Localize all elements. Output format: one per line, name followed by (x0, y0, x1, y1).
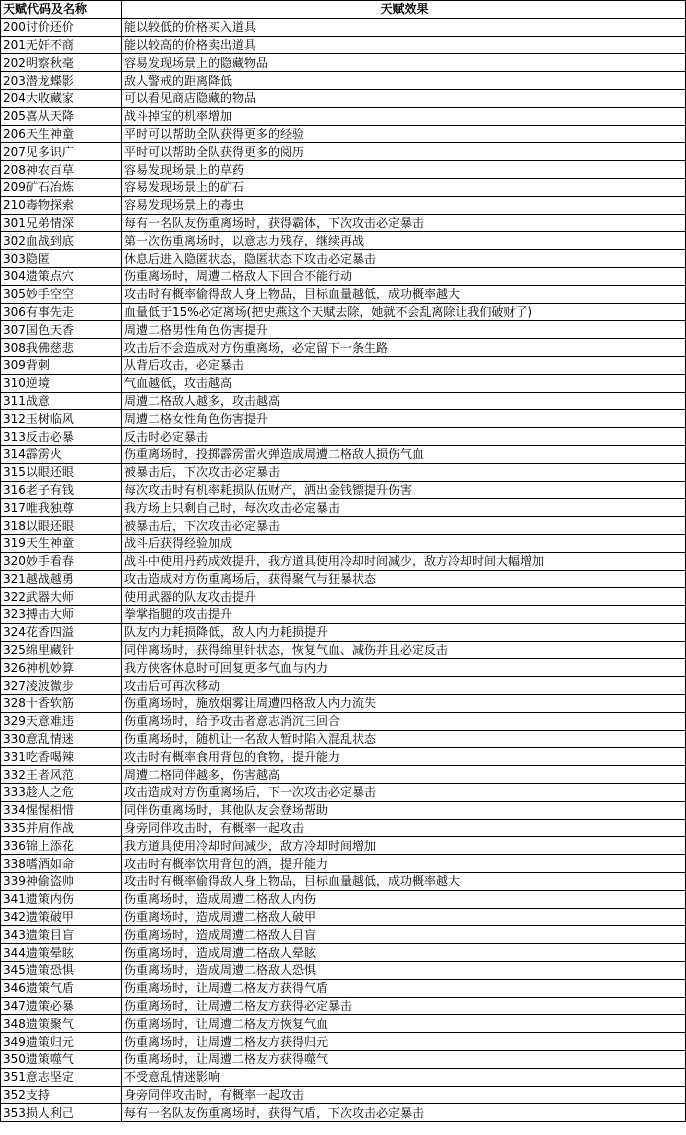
table-row (1, 641, 686, 659)
talent-code-name-cell: 349遗策归元 (1, 1033, 122, 1051)
talent-effect-cell: 伤重离场时，周遭二格敌人下回合不能行动 (122, 267, 686, 285)
table-row (1, 748, 686, 766)
table-row (1, 356, 686, 374)
talent-effect-cell: 不受意乱情迷影响 (122, 1068, 686, 1086)
talent-code-name-cell: 305妙手空空 (1, 285, 122, 303)
table-row (1, 232, 686, 250)
table-row (1, 712, 686, 730)
table-row (1, 214, 686, 232)
table-row (1, 890, 686, 908)
talent-code-name-cell: 301兄弟情深 (1, 214, 122, 232)
column-header-effect: 天赋效果 (122, 1, 686, 19)
column-header-code-name: 天赋代码及名称 (1, 1, 122, 19)
table-row (1, 481, 686, 499)
table-row (1, 1086, 686, 1104)
talent-effect-cell: 周遭二格男性角色伤害提升 (122, 321, 686, 339)
talent-effect-cell: 能以较高的价格卖出道具 (122, 36, 686, 54)
talent-effect-cell: 伤重离场时，随机让一名敌人暂时陷入混乱状态 (122, 730, 686, 748)
table-row (1, 606, 686, 624)
talent-code-name-cell: 343遗策目盲 (1, 926, 122, 944)
talent-code-name-cell: 345遗策恐惧 (1, 962, 122, 980)
table-row (1, 18, 686, 36)
table-row (1, 784, 686, 802)
talent-code-name-cell: 302血战到底 (1, 232, 122, 250)
table-row (1, 321, 686, 339)
table-row (1, 196, 686, 214)
talent-code-name-cell: 329天意难违 (1, 712, 122, 730)
talent-code-name-cell: 209矿石冶炼 (1, 178, 122, 196)
talent-code-name-cell: 334惺惺相惜 (1, 801, 122, 819)
table-row (1, 374, 686, 392)
table-row (1, 997, 686, 1015)
talent-code-name-cell: 310逆境 (1, 374, 122, 392)
talent-effect-cell: 每有一名队友伤重离场时，获得霸体，下次攻击必定暴击 (122, 214, 686, 232)
talent-effect-cell: 我方侠客休息时可回复更多气血与内力 (122, 659, 686, 677)
talent-code-name-cell: 347遗策必暴 (1, 997, 122, 1015)
talent-effect-cell: 伤重离场时，造成周遭二格敌人破甲 (122, 908, 686, 926)
table-row (1, 339, 686, 357)
talent-effect-cell: 攻击后不会造成对方伤重离场，必定留下一条生路 (122, 339, 686, 357)
talent-code-name-cell: 205喜从天降 (1, 107, 122, 125)
talent-code-name-cell: 336锦上添花 (1, 837, 122, 855)
talent-code-name-cell: 207见多识广 (1, 143, 122, 161)
talent-code-name-cell: 200讨价还价 (1, 18, 122, 36)
talent-code-name-cell: 313反击必暴 (1, 428, 122, 446)
talent-effect-cell: 战斗后获得经验加成 (122, 534, 686, 552)
talent-code-name-cell: 322武器大师 (1, 588, 122, 606)
table-row (1, 161, 686, 179)
talent-effect-cell: 使用武器的队友攻击提升 (122, 588, 686, 606)
talent-code-name-cell: 324花香四溢 (1, 623, 122, 641)
talent-effect-cell: 血量低于15%必定离场(把史燕这个天赋去除，她就不会乱离除让我们破财了) (122, 303, 686, 321)
talent-code-name-cell: 346遗策气盾 (1, 979, 122, 997)
table-row (1, 54, 686, 72)
talent-effect-cell: 同伴离场时，获得绵里针状态，恢复气血、减伤并且必定反击 (122, 641, 686, 659)
talent-code-name-cell: 317唯我独尊 (1, 499, 122, 517)
talent-effect-cell: 被暴击后，下次攻击必定暴击 (122, 463, 686, 481)
talent-code-name-cell: 341遗策内伤 (1, 890, 122, 908)
talent-effect-cell: 拳掌指腿的攻击提升 (122, 606, 686, 624)
talent-effect-cell: 伤重离场时，让周遭二格友方获得噬气 (122, 1051, 686, 1069)
talent-effect-cell: 容易发现场景上的草药 (122, 161, 686, 179)
table-row (1, 250, 686, 268)
table-row (1, 570, 686, 588)
talent-effect-cell: 攻击时有概率食用背包的食物，提升能力 (122, 748, 686, 766)
talent-effect-cell: 身旁同伴攻击时，有概率一起攻击 (122, 819, 686, 837)
table-row (1, 392, 686, 410)
talent-effect-cell: 伤重离场时，造成周遭二格敌人内伤 (122, 890, 686, 908)
talent-effect-cell: 容易发现场景上的矿石 (122, 178, 686, 196)
table-row (1, 1051, 686, 1069)
table-row (1, 499, 686, 517)
talent-code-name-cell: 338嗜酒如命 (1, 855, 122, 873)
table-row (1, 588, 686, 606)
talent-code-name-cell: 348遗策聚气 (1, 1015, 122, 1033)
table-row (1, 979, 686, 997)
talent-effect-cell: 伤重离场时，造成周遭二格敌人恐惧 (122, 962, 686, 980)
talent-code-name-cell: 327凌波微步 (1, 677, 122, 695)
talent-effect-cell: 容易发现场景上的毒虫 (122, 196, 686, 214)
table-row (1, 517, 686, 535)
table-row (1, 730, 686, 748)
talent-effect-cell: 伤重离场时，让周遭二格友方获得气盾 (122, 979, 686, 997)
talent-effect-cell: 身旁同伴攻击时，有概率一起攻击 (122, 1086, 686, 1104)
talent-effect-cell: 伤重离场时，造成周遭二格敌人目盲 (122, 926, 686, 944)
table-row (1, 944, 686, 962)
talent-code-name-cell: 320妙手看春 (1, 552, 122, 570)
talent-effect-cell: 伤重离场时，施放烟雾让周遭四格敌人内力流失 (122, 695, 686, 713)
talent-code-name-cell: 314霹雳火 (1, 445, 122, 463)
talent-code-name-cell: 319天生神童 (1, 534, 122, 552)
talent-code-name-cell: 203潜龙蝶影 (1, 72, 122, 90)
talent-code-name-cell: 352支持 (1, 1086, 122, 1104)
talent-effect-cell: 伤重离场时，造成周遭二格敌人晕眩 (122, 944, 686, 962)
talent-effect-cell: 攻击后可再次移动 (122, 677, 686, 695)
table-row (1, 801, 686, 819)
table-row (1, 855, 686, 873)
table-row (1, 410, 686, 428)
table-row (1, 285, 686, 303)
table-row (1, 659, 686, 677)
talent-effect-cell: 平时可以帮助全队获得更多的阅历 (122, 143, 686, 161)
talent-code-name-cell: 306有事先走 (1, 303, 122, 321)
talent-effect-cell: 反击时必定暴击 (122, 428, 686, 446)
table-row (1, 89, 686, 107)
talent-effect-cell: 每次攻击时有机率耗损队伍财产，洒出金钱镖提升伤害 (122, 481, 686, 499)
talent-effect-cell: 被暴击后，下次攻击必定暴击 (122, 517, 686, 535)
talent-code-name-cell: 339神偷盗帅 (1, 873, 122, 891)
talent-effect-cell: 伤重离场时，让周遭二格友方获得必定暴击 (122, 997, 686, 1015)
talent-effect-cell: 从背后攻击，必定暴击 (122, 356, 686, 374)
talent-code-name-cell: 344遗策晕眩 (1, 944, 122, 962)
table-row (1, 36, 686, 54)
talent-code-name-cell: 333趁人之危 (1, 784, 122, 802)
talent-code-name-cell: 350遗策噬气 (1, 1051, 122, 1069)
table-row (1, 908, 686, 926)
table-row (1, 1033, 686, 1051)
table-body (1, 18, 686, 1121)
talent-code-name-cell: 332王者风范 (1, 766, 122, 784)
talent-effect-cell: 第一次伤重离场时，以意志力残存，继续再战 (122, 232, 686, 250)
talent-code-name-cell: 325绵里藏针 (1, 641, 122, 659)
talent-code-name-cell: 315以眼还眼 (1, 463, 122, 481)
table-row (1, 428, 686, 446)
talent-code-name-cell: 342遗策破甲 (1, 908, 122, 926)
talent-code-name-cell: 210毒物探索 (1, 196, 122, 214)
talent-code-name-cell: 312玉树临风 (1, 410, 122, 428)
table-row (1, 552, 686, 570)
talent-code-name-cell: 318以眼还眼 (1, 517, 122, 535)
talent-effect-cell: 周遭二格同伴越多，伤害越高 (122, 766, 686, 784)
talent-effect-cell: 攻击造成对方伤重离场后，获得聚气与狂暴状态 (122, 570, 686, 588)
talent-effect-cell: 周遭二格女性角色伤害提升 (122, 410, 686, 428)
talent-effect-cell: 同伴伤重离场时，其他队友会登场帮助 (122, 801, 686, 819)
talent-code-name-cell: 304遗策点穴 (1, 267, 122, 285)
talent-effect-cell: 伤重离场时，给予攻击者意志消沉三回合 (122, 712, 686, 730)
talent-effect-cell: 攻击时有概率偷得敌人身上物品，目标血量越低，成功概率越大 (122, 285, 686, 303)
talent-code-name-cell: 311战意 (1, 392, 122, 410)
talent-effect-cell: 每有一名队友伤重离场时，获得气盾，下次攻击必定暴击 (122, 1104, 686, 1122)
talent-effect-cell: 能以较低的价格买入道具 (122, 18, 686, 36)
table-row (1, 873, 686, 891)
talent-code-name-cell: 330意乱情迷 (1, 730, 122, 748)
talent-effect-cell: 伤重离场时，让周遭二格友方恢复气血 (122, 1015, 686, 1033)
talent-code-name-cell: 206天生神童 (1, 125, 122, 143)
talent-effect-cell: 平时可以帮助全队获得更多的经验 (122, 125, 686, 143)
table-row (1, 72, 686, 90)
table-row (1, 623, 686, 641)
talent-code-name-cell: 335并肩作战 (1, 819, 122, 837)
table-row (1, 303, 686, 321)
table-row (1, 178, 686, 196)
table-row (1, 125, 686, 143)
talent-effect-cell: 战斗中使用丹药成效提升，我方道具使用冷却时间减少，敌方冷却时间大幅增加 (122, 552, 686, 570)
table-row (1, 1068, 686, 1086)
talent-code-name-cell: 328十香软筋 (1, 695, 122, 713)
table-row (1, 677, 686, 695)
talent-code-name-cell: 351意志坚定 (1, 1068, 122, 1086)
talent-code-name-cell: 204大收藏家 (1, 89, 122, 107)
talent-effect-cell: 我方道具使用冷却时间减少，敌方冷却时间增加 (122, 837, 686, 855)
talent-code-name-cell: 201无奸不商 (1, 36, 122, 54)
table-row (1, 962, 686, 980)
talent-effect-cell: 容易发现场景上的隐藏物品 (122, 54, 686, 72)
talent-code-name-cell: 353损人利己 (1, 1104, 122, 1122)
talent-effect-cell: 攻击时有概率偷得敌人身上物品，目标血量越低，成功概率越大 (122, 873, 686, 891)
talent-effect-cell: 战斗掉宝的机率增加 (122, 107, 686, 125)
talent-effect-cell: 我方场上只剩自己时，每次攻击必定暴击 (122, 499, 686, 517)
talent-code-name-cell: 303隐匿 (1, 250, 122, 268)
table-row (1, 445, 686, 463)
talent-code-name-cell: 308我佛慈悲 (1, 339, 122, 357)
talent-effect-cell: 可以看见商店隐藏的物品 (122, 89, 686, 107)
table-row (1, 926, 686, 944)
talent-effect-cell: 伤重离场时，让周遭二格友方获得归元 (122, 1033, 686, 1051)
talent-code-name-cell: 208神农百草 (1, 161, 122, 179)
talent-code-name-cell: 202明察秋毫 (1, 54, 122, 72)
table-row (1, 766, 686, 784)
talent-effect-cell: 敌人警戒的距离降低 (122, 72, 686, 90)
talent-effect-cell: 伤重离场时，投掷霹雳雷火弹造成周遭二格敌人损伤气血 (122, 445, 686, 463)
talent-code-name-cell: 323搏击大师 (1, 606, 122, 624)
talent-effect-cell: 攻击时有概率饮用背包的酒，提升能力 (122, 855, 686, 873)
table-row (1, 143, 686, 161)
table-row (1, 837, 686, 855)
table-row (1, 1015, 686, 1033)
talent-code-name-cell: 309背刺 (1, 356, 122, 374)
talent-code-name-cell: 316老子有钱 (1, 481, 122, 499)
talent-code-name-cell: 331吃香喝辣 (1, 748, 122, 766)
talent-effect-cell: 攻击造成对方伤重离场后，下一次攻击必定暴击 (122, 784, 686, 802)
talent-code-name-cell: 321越战越勇 (1, 570, 122, 588)
table-row (1, 534, 686, 552)
talent-effect-cell: 周遭二格敌人越多，攻击越高 (122, 392, 686, 410)
talent-effect-cell: 气血越低，攻击越高 (122, 374, 686, 392)
talent-code-name-cell: 307国色天香 (1, 321, 122, 339)
talent-effect-cell: 休息后进入隐匿状态，隐匿状态下攻击必定暴击 (122, 250, 686, 268)
table-row (1, 267, 686, 285)
table-row (1, 107, 686, 125)
table-header-row (1, 1, 686, 19)
table-row (1, 463, 686, 481)
table-row (1, 695, 686, 713)
table-row (1, 1104, 686, 1122)
talent-effect-cell: 队友内力耗损降低，敌人内力耗损提升 (122, 623, 686, 641)
table-row (1, 819, 686, 837)
talent-code-name-cell: 326神机妙算 (1, 659, 122, 677)
